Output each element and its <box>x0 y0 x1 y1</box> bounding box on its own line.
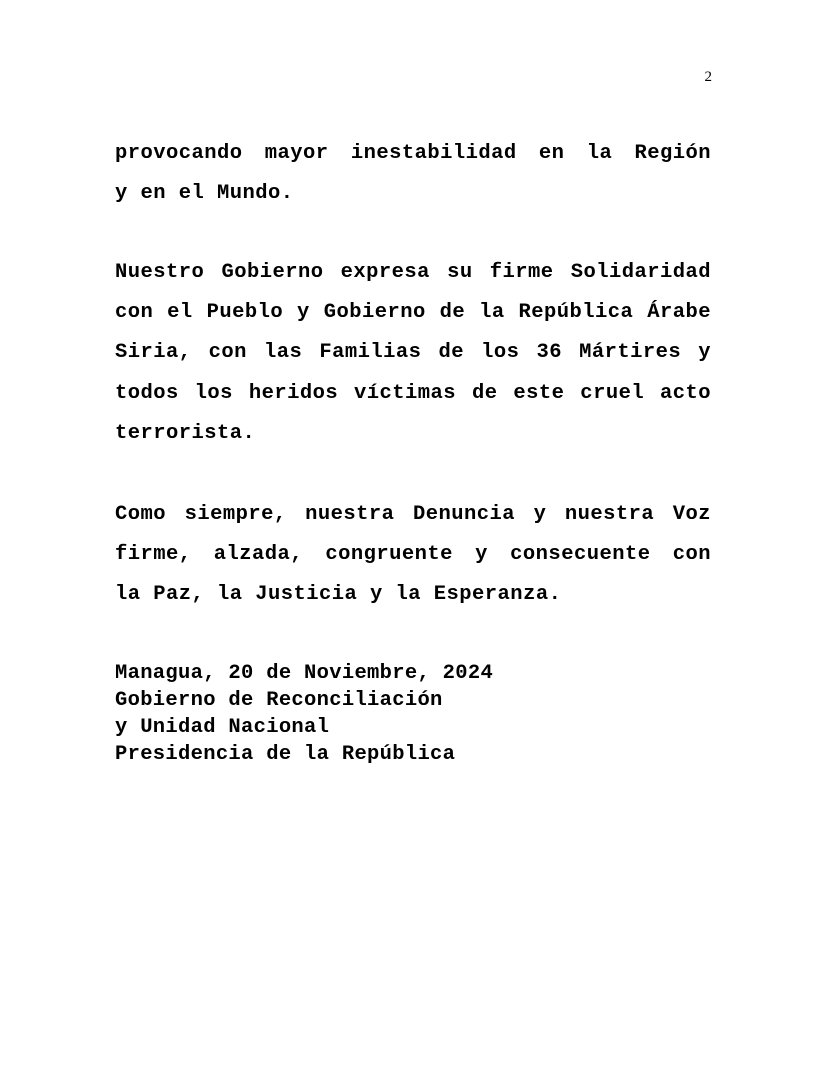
paragraph-3 <box>115 495 711 616</box>
paragraph-line: firme, alzada, congruente y consecuente con <box>115 543 711 567</box>
paragraph-line: todos los heridos víctimas de este cruel acto <box>115 381 711 405</box>
paragraph-line: terrorista. <box>115 421 256 445</box>
paragraph-2 <box>115 253 711 454</box>
paragraph-line: y en el Mundo. <box>115 182 294 206</box>
paragraph-line: Como siempre, nuestra Denuncia y nuestra Voz <box>115 503 711 526</box>
signature-government-cont: y Unidad Nacional <box>115 716 330 739</box>
paragraph-1 <box>115 134 711 214</box>
page-number: 2 <box>704 69 712 85</box>
signature-office: Presidencia de la República <box>115 743 456 766</box>
paragraph-line: provocando mayor inestabilidad en la Región <box>115 142 711 165</box>
signature-block <box>115 660 493 768</box>
paragraph-line: la Paz, la Justicia y la Esperanza. <box>115 583 562 607</box>
paragraph-line: con el Pueblo y Gobierno de la República Árabe <box>115 301 711 325</box>
paragraph-line: Nuestro Gobierno expresa su firme Solidaridad <box>115 261 711 284</box>
paragraph-line: Siria, con las Familias de los 36 Mártires y <box>115 341 711 365</box>
signature-place-date: Managua, 20 de Noviembre, 2024 <box>115 662 494 685</box>
signature-government: Gobierno de Reconciliación <box>115 689 443 712</box>
